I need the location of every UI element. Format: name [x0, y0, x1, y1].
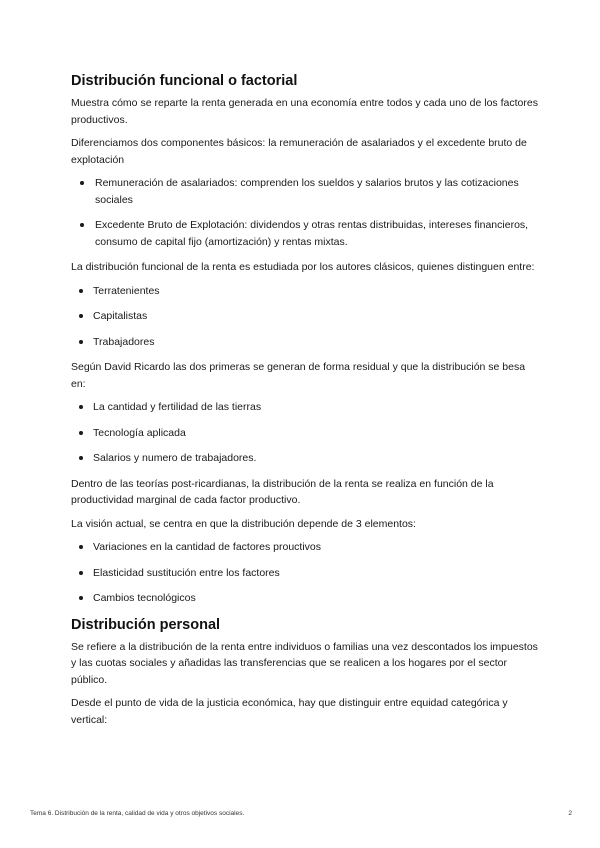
list-item [71, 565, 541, 582]
paragraph: Muestra cómo se reparte la renta generada en una economía entre todos y cada uno de los factores productivos. [71, 97, 538, 126]
paragraph: La visión actual, se centra en que la distribución depende de 3 elementos: [71, 517, 416, 530]
bullet-icon [79, 571, 83, 575]
list-item-text: La cantidad y fertilidad de las tierras [93, 401, 262, 413]
list-item [71, 399, 541, 416]
section-title-personal: Distribución personal [71, 616, 221, 633]
list-item [71, 590, 541, 607]
list-item-text: Terratenientes [93, 284, 160, 297]
paragraph: Según David Ricardo las dos primeras se generan de forma residual y que la distribución se besa en: [71, 361, 526, 390]
bullet-icon [79, 596, 83, 600]
page-content [71, 72, 541, 735]
classes-list [71, 283, 541, 351]
list-item [71, 334, 541, 351]
bullet-icon [79, 456, 83, 460]
bullet-icon [79, 340, 83, 344]
paragraph: Desde el punto de vida de la justicia económica, hay que distinguir entre equidad categórica y vertical: [71, 697, 508, 726]
list-item-text: Trabajadores [93, 335, 155, 348]
list-item-text: Excedente Bruto de Explotación: dividendos y otras rentas distribuidas, intereses financieros, consumo de capital fijo (amortización) y rentas mixtas. [95, 219, 529, 248]
ricardo-list [71, 399, 541, 467]
footer-text: Tema 6. Distribución de la renta, calidad de vida y otros objetivos sociales. [30, 810, 245, 817]
list-item [71, 175, 541, 208]
bullet-icon [79, 314, 83, 318]
list-item [71, 539, 541, 556]
list-item-text: Salarios y numero de trabajadores. [93, 452, 257, 464]
page-number: 2 [568, 810, 572, 817]
bullet-icon [80, 223, 84, 227]
list-item-text: Remuneración de asalariados: comprenden los sueldos y salarios brutos y las cotizaciones sociales [95, 177, 519, 206]
bullet-icon [79, 289, 83, 293]
list-item [71, 425, 541, 442]
bullet-icon [79, 545, 83, 549]
bullet-icon [79, 405, 83, 409]
elements-list [71, 539, 541, 607]
section-title-funcional: Distribución funcional o factorial [71, 73, 298, 89]
page-footer [30, 810, 572, 817]
paragraph: Diferenciamos dos componentes básicos: la remuneración de asalariados y el excedente bruto de explotación [71, 137, 527, 166]
components-list [71, 175, 541, 250]
bullet-icon [79, 431, 83, 435]
paragraph: La distribución funcional de la renta es estudiada por los autores clásicos, quienes distinguen entre: [71, 261, 535, 273]
list-item [71, 283, 541, 300]
paragraph: Se refiere a la distribución de la renta entre individuos o familias una vez descontados los impuestos y las cuotas sociales y añadidas las transferencias que se realicen a los hogares por el sector público. [71, 640, 538, 686]
list-item [71, 450, 541, 467]
list-item-text: Tecnología aplicada [93, 426, 186, 439]
list-item-text: Variaciones en la cantidad de factores prouctivos [93, 541, 322, 553]
list-item-text: Elasticidad sustitución entre los factores [93, 566, 280, 579]
list-item [71, 217, 541, 250]
bullet-icon [80, 181, 84, 185]
list-item [71, 308, 541, 325]
list-item-text: Cambios tecnológicos [93, 592, 196, 604]
list-item-text: Capitalistas [93, 310, 148, 322]
paragraph: Dentro de las teorías post-ricardianas, la distribución de la renta se realiza en función de la productividad marginal de cada factor productivo. [71, 477, 494, 506]
